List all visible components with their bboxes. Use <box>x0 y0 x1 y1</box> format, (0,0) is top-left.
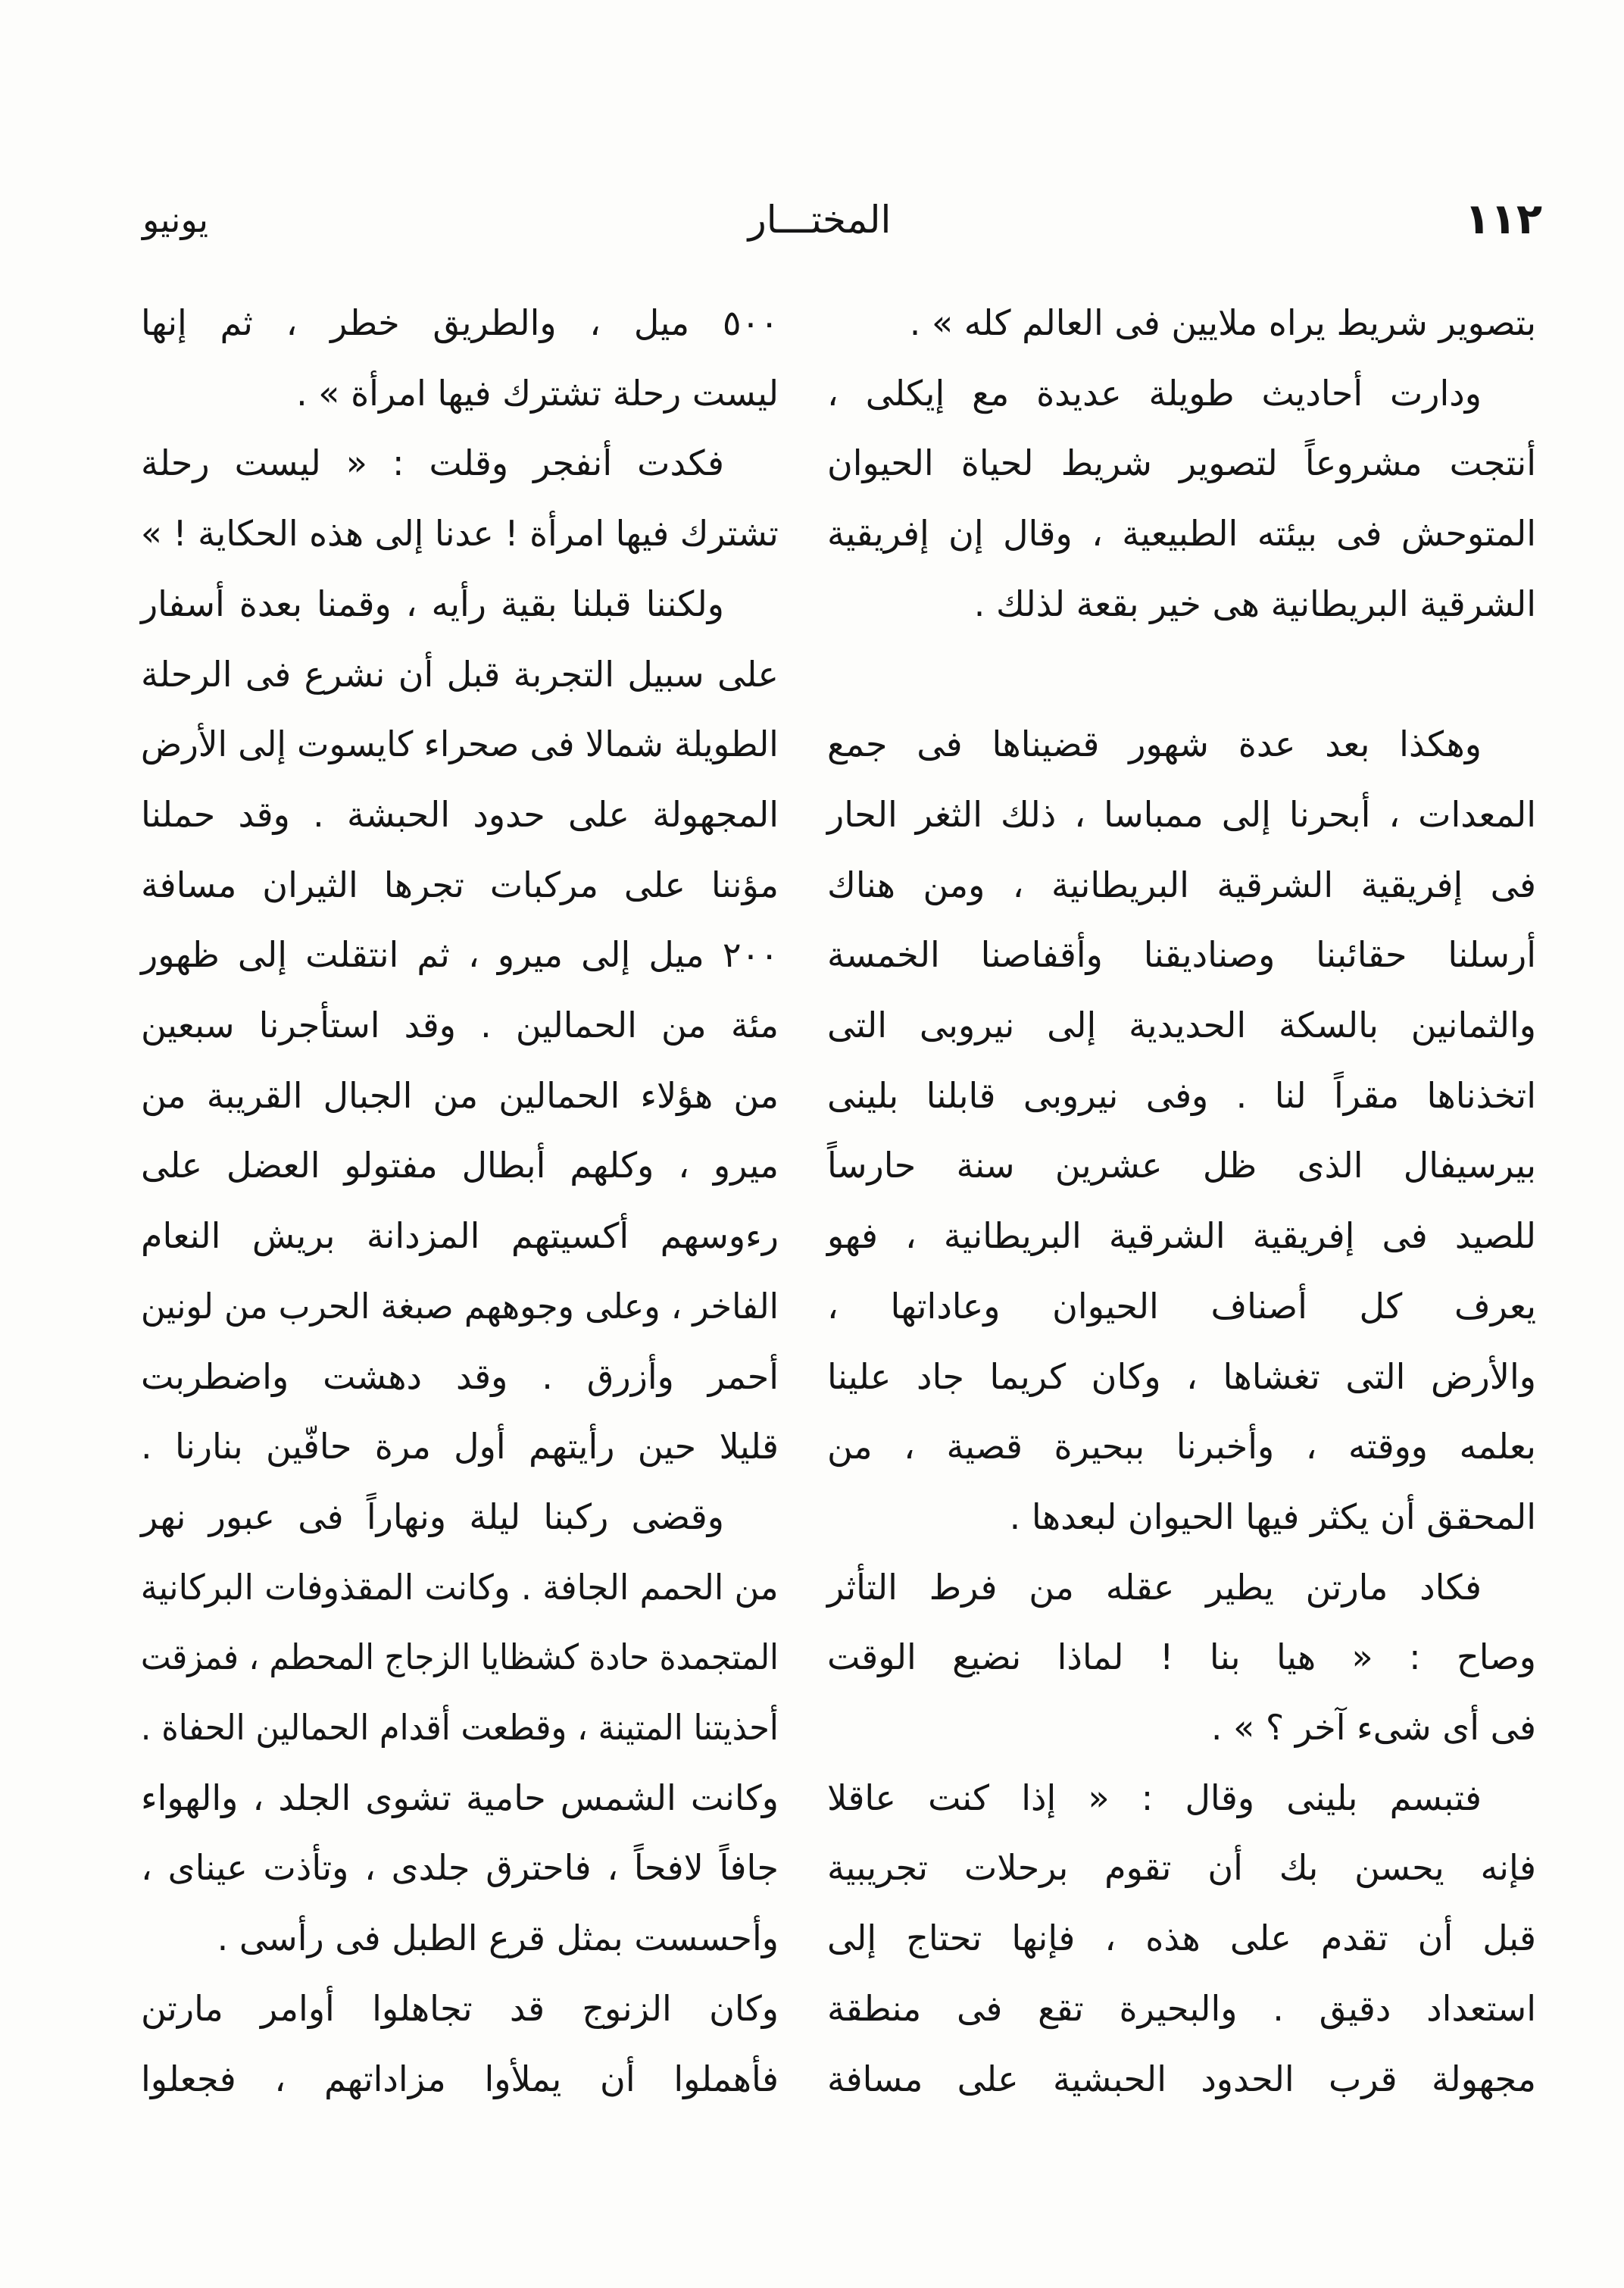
text-line: اتخذناها مقراً لنا . وفى نيروبى قابلنا بلينى <box>827 1074 1536 1116</box>
text-line: فى أى شىء آخر ؟ » . <box>1210 1707 1536 1748</box>
text-line: على سبيل التجربة قبل أن نشرع فى الرحلة <box>140 653 779 695</box>
text-line: الفاخر ، وعلى وجوههم صبغة الحرب من لونين <box>140 1285 779 1327</box>
text-line: وهكذا بعد عدة شهور قضيناها فى جمع <box>826 724 1482 765</box>
text-line: من هؤلاء الحمالين من الجبال القريبة من <box>140 1074 779 1116</box>
text-line: للصيد فى إفريقية الشرقية البريطانية ، فهو <box>826 1215 1536 1257</box>
text-line: مئة من الحمالين . وقد استأجرنا سبعين <box>141 1005 779 1046</box>
text-line: وصاح : « هيا بنا ! لماذا نضيع الوقت <box>827 1636 1536 1678</box>
magazine-title: المختـــار <box>748 198 892 242</box>
text-line: ليست رحلة تشترك فيها امرأة » . <box>296 372 779 414</box>
text-line: ٥٠٠ ميل ، والطريق خطر ، ثم إنها <box>140 302 779 343</box>
text-line: وكان الزنوج قد تجاهلوا أوامر مارتن <box>141 1987 779 2029</box>
text-line: الشرقية البريطانية هى خير بقعة لذلك . <box>973 583 1536 624</box>
text-line: والأرض التى تغشاها ، وكان كريما جاد علينا <box>826 1355 1536 1397</box>
text-line: رءوسهم أكسيتهم المزدانة بريش النعام <box>141 1215 779 1257</box>
text-line: المعدات ، أبحرنا إلى ممباسا ، ذلك الثغر الحار <box>827 793 1536 835</box>
text-line: بتصوير شريط يراه ملايين فى العالم كله » . <box>909 302 1536 343</box>
text-line: الطويلة شمالا فى صحراء كايسوت إلى الأرض <box>141 724 779 765</box>
text-line: قليلا حين رأيتهم أول مرة حافّين بنارنا . <box>141 1426 779 1468</box>
text-line: فكدت أنفجر وقلت : « ليست رحلة <box>141 442 724 484</box>
text-line: وقضى ركبنا ليلة ونهاراً فى عبور نهر <box>141 1496 724 1537</box>
text-line: استعداد دقيق . والبحيرة تقع فى منطقة <box>827 1987 1536 2029</box>
text-line: قبل أن تقدم على هذه ، فإنها تحتاج إلى <box>827 1918 1536 1959</box>
text-line: أحذيتنا المتينة ، وقطعت أقدام الحمالين الحفاة . <box>140 1707 779 1748</box>
text-line: فتبسم بلينى وقال : « إذا كنت عاقلا <box>827 1777 1482 1818</box>
text-line: فكاد مارتن يطير عقله من فرط التأثر <box>826 1566 1482 1608</box>
text-line: من الحمم الجافة . وكانت المقذوفات البركانية <box>141 1566 779 1608</box>
text-line: المحقق أن يكثر فيها الحيوان لبعدها . <box>1009 1496 1536 1537</box>
text-line: ودارت أحاديث طويلة عديدة مع إيكلى ، <box>827 372 1482 414</box>
text-line: وكانت الشمس حامية تشوى الجلد ، والهواء <box>140 1777 779 1818</box>
text-line: أحمر وأزرق . وقد دهشت واضطربت <box>141 1355 779 1397</box>
text-line: مؤننا على مركبات تجرها الثيران مسافة <box>141 864 779 905</box>
text-line: المتجمدة حادة كشظايا الزجاج المحطم ، فمزقت <box>141 1636 779 1678</box>
text-line: ولكننا قبلنا بقية رأيه ، وقمنا بعدة أسفار <box>140 583 724 624</box>
text-line: فإنه يحسن بك أن تقوم برحلات تجريبية <box>827 1847 1536 1889</box>
text-column-right <box>827 0 1536 2288</box>
text-line: جافاً لافحاً ، فاحترق جلدى ، وتأذت عيناى ، <box>141 1847 779 1889</box>
text-line: أنتجت مشروعاً لتصوير شريط لحياة الحيوان <box>827 442 1536 484</box>
text-line: أرسلنا حقائبنا وصناديقنا وأقفاصنا الخمسة <box>826 934 1536 976</box>
page-number: ١١٢ <box>1464 195 1542 244</box>
text-line: بعلمه ووقته ، وأخبرنا ببحيرة قصية ، من <box>827 1426 1536 1468</box>
text-line: ٢٠٠ ميل إلى ميرو ، ثم انتقلت إلى ظهور <box>141 934 779 976</box>
text-line: والثمانين بالسكة الحديدية إلى نيروبى التى <box>826 1005 1536 1046</box>
text-column-left <box>141 0 779 2288</box>
text-line: وأحسست بمثل قرع الطبل فى رأسى . <box>217 1918 779 1959</box>
text-line: تشترك فيها امرأة ! عدنا إلى هذه الحكاية ! » <box>141 513 779 555</box>
text-line: يعرف كل أصناف الحيوان وعاداتها ، <box>827 1285 1536 1327</box>
text-line: بيرسيفال الذى ظل عشرين سنة حارساً <box>827 1145 1536 1186</box>
text-line: فأهملوا أن يملأوا مزاداتهم ، فجعلوا <box>141 2058 779 2099</box>
text-line: المتوحش فى بيئته الطبيعية ، وقال إن إفريقية <box>827 513 1536 555</box>
issue-month: يونيو <box>142 199 209 240</box>
text-line: مجهولة قرب الحدود الحبشية على مسافة <box>826 2058 1536 2099</box>
text-line: المجهولة على حدود الحبشة . وقد حملنا <box>141 793 779 835</box>
text-line: فى إفريقية الشرقية البريطانية ، ومن هناك <box>827 864 1536 905</box>
text-line: ميرو ، وكلهم أبطال مفتولو العضل على <box>141 1145 779 1186</box>
